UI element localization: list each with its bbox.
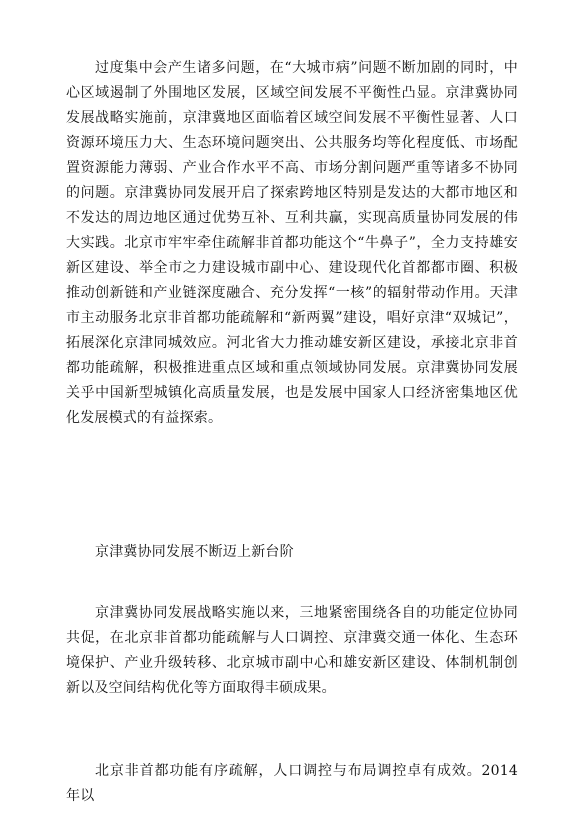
body-paragraph: 过度集中会产生诸多问题，在“大城市病”问题不断加剧的同时，中心区域遏制了外围地区发展，区域空间发展不平衡性凸显。京津冀协同发展战略实施前，京津冀地区面临着区域空间发展不平衡性显著、人口资源环境压力大、生态环境问题突出、公共服务均等化程度低、市场配置资源能力薄弱、产业合作水平不高、市场分割问题严重等诸多不协同的问题。京津冀协同发展开启了探索跨地区特别是发达的大都市地区和不发达的周边地区通过优势互补、互利共赢，实现高质量协同发展的伟大实践。北京市牢牢牵住疏解非首都功能这个“牛鼻子”，全力支持雄安新区建设、举全市之力建设城市副中心、建设现代化首都都市圈、积极推动创新链和产业链深度融合、充分发挥“一核”的辐射带动作用。天津市主动服务北京非首都功能疏解和“新两翼”建设，唱好京津“双城记”，拓展深化京津同城效应。河北省大力推动雄安新区建设，承接北京非首都功能疏解，积极推进重点区域和重点领域协同发展。京津冀协同发展关乎中国新型城镇化高质量发展，也是发展中国家人口经济密集地区优化发展模式的有益探索。 xyxy=(66,60,518,426)
section-heading: 京津冀协同发展不断迈上新台阶 xyxy=(95,544,294,560)
body-paragraph: 京津冀协同发展战略实施以来，三地紧密围绕各自的功能定位协同共促，在北京非首都功能疏解与人口调控、京津冀交通一体化、生态环境保护、产业升级转移、北京城市副中心和雄安新区建设、体制机制创新以及空间结构优化等方面取得丰硕成果。 xyxy=(66,605,518,696)
body-paragraph: 北京非首都功能有序疏解，人口调控与布局调控卓有成效。2014 年以 xyxy=(66,763,518,804)
